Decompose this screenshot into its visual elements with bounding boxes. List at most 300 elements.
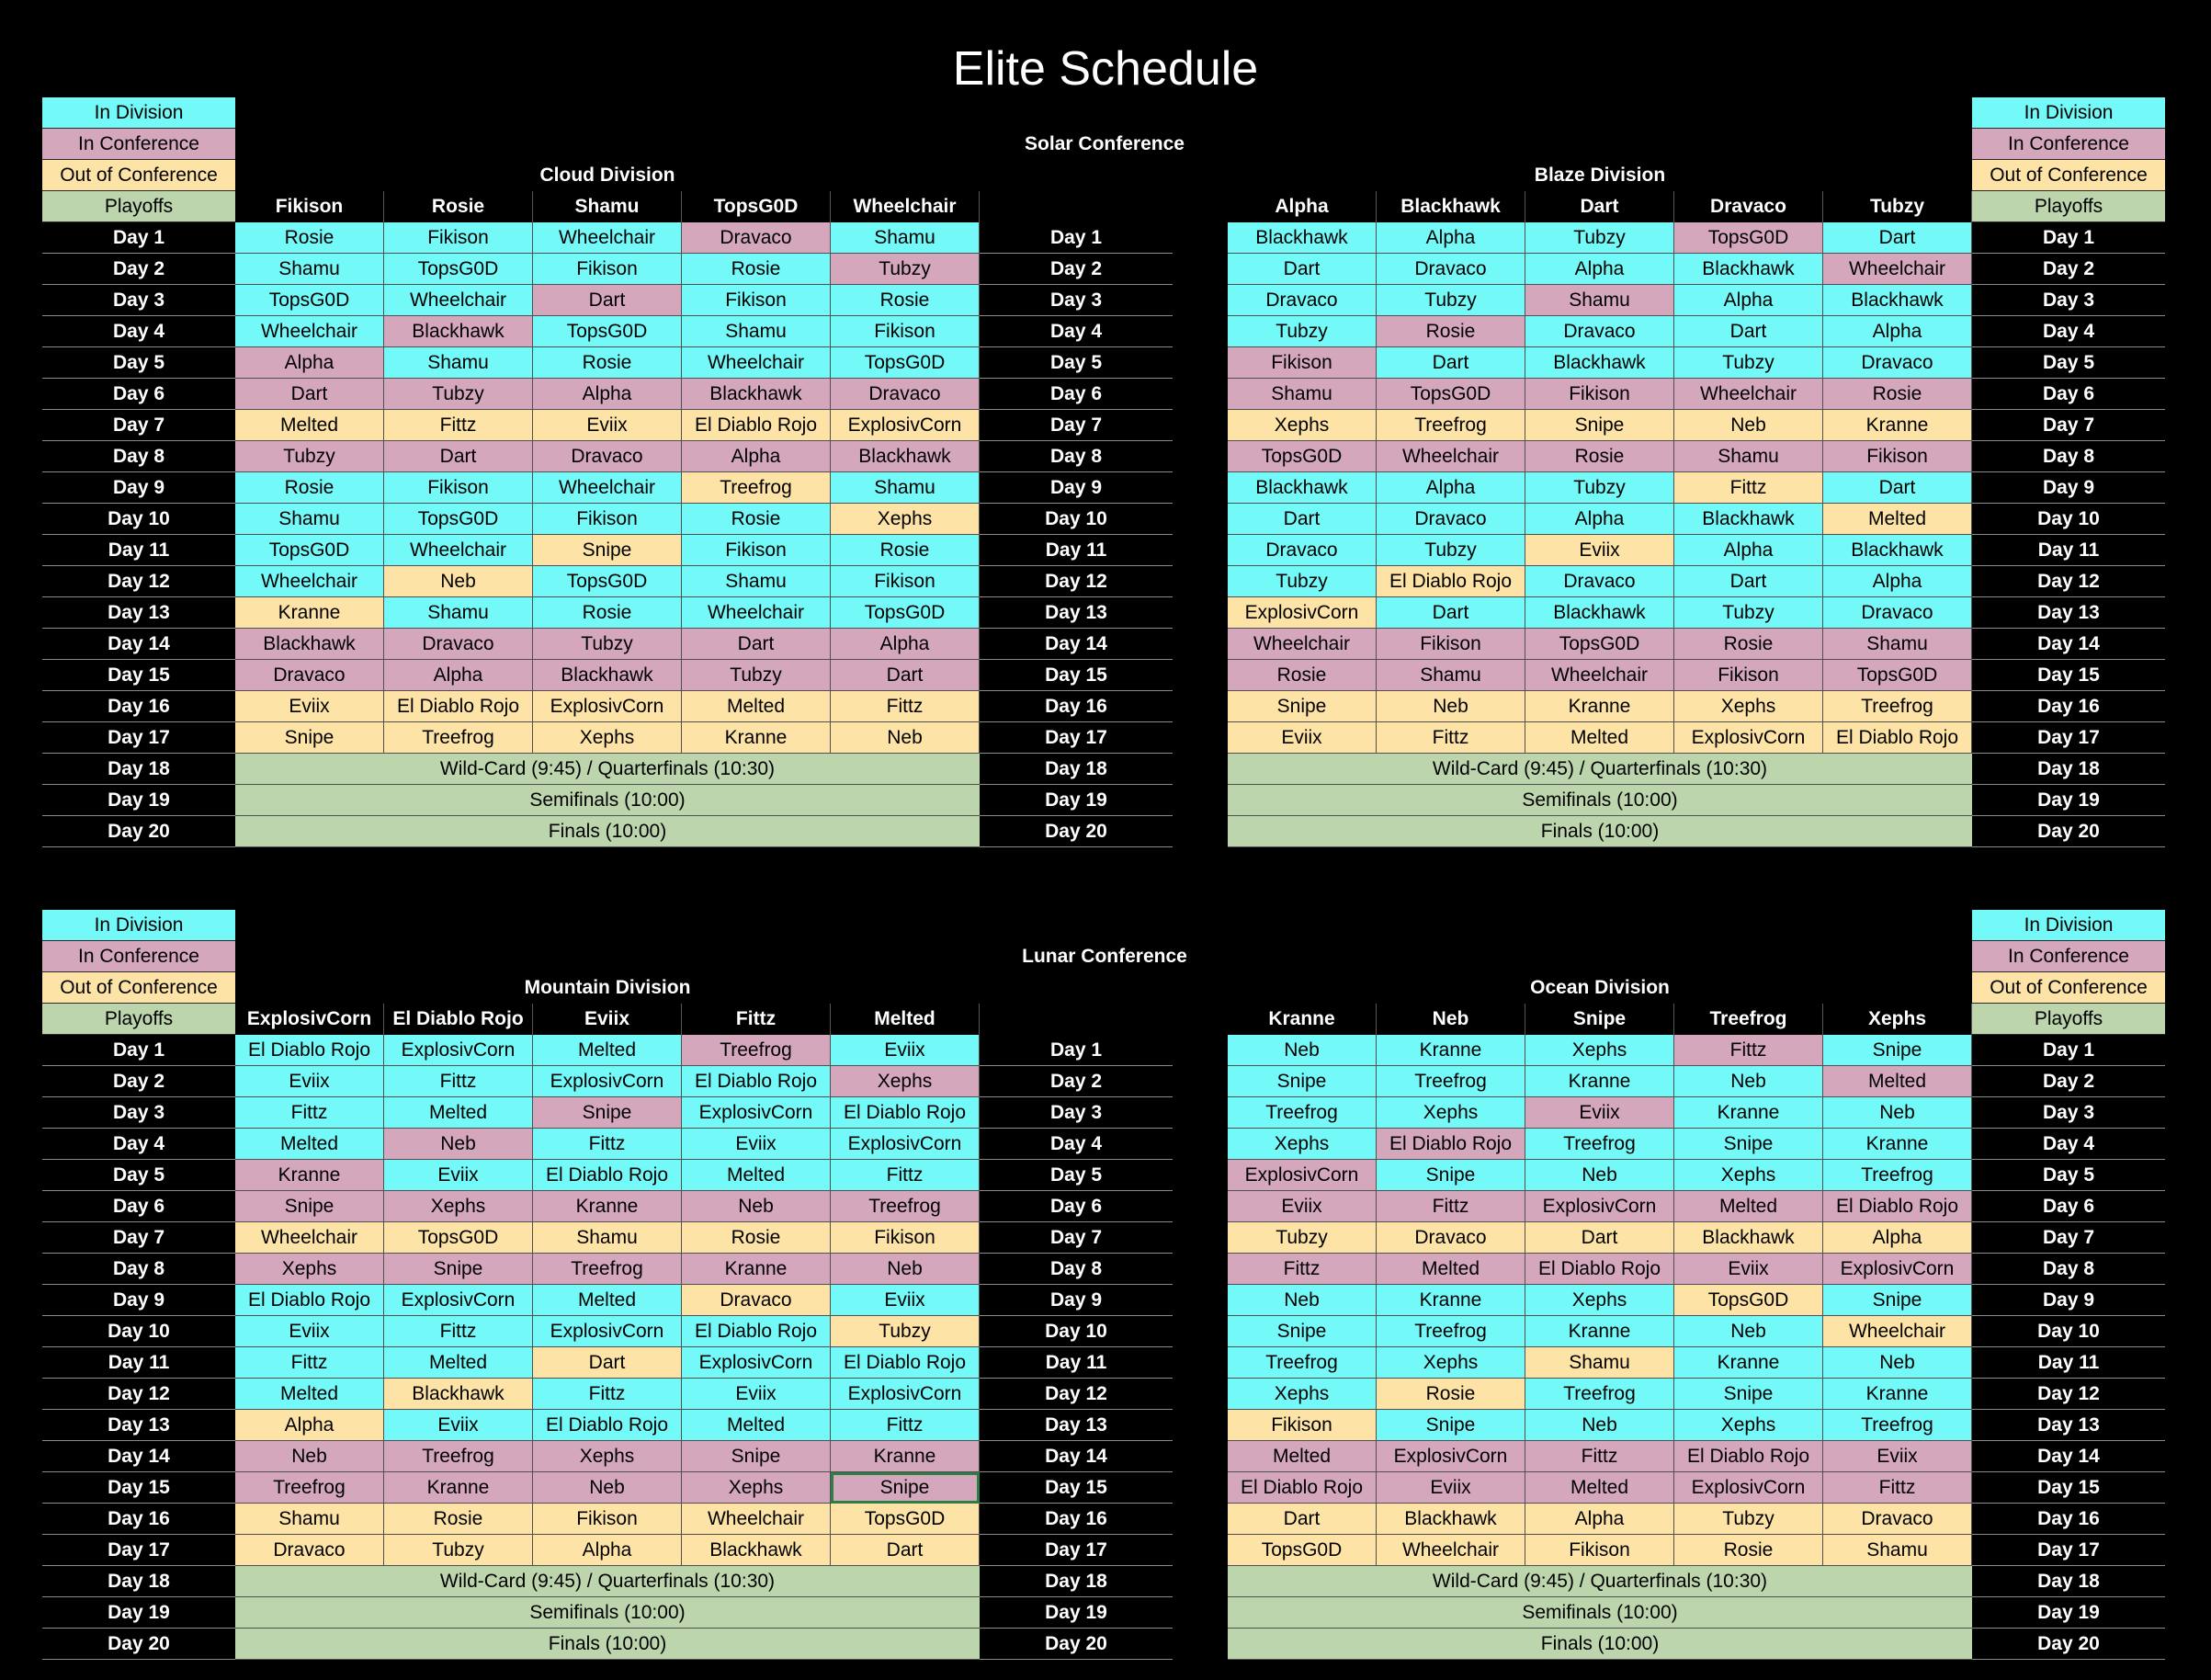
game-cell[interactable]: Treefrog (1377, 1066, 1525, 1097)
game-cell[interactable]: Fikison (831, 1222, 980, 1254)
game-cell[interactable]: ExplosivCorn (831, 410, 980, 441)
game-cell[interactable]: Neb (1674, 410, 1823, 441)
game-cell[interactable]: Kranne (1674, 1097, 1823, 1129)
game-cell[interactable]: Snipe (1823, 1285, 1972, 1316)
game-cell[interactable]: Tubzy (384, 379, 533, 410)
game-cell[interactable]: Kranne (1525, 691, 1674, 722)
game-cell[interactable]: Xephs (1674, 1410, 1823, 1441)
game-cell[interactable]: Treefrog (1823, 1160, 1972, 1191)
day-label[interactable]: Day 19 (42, 1597, 235, 1629)
game-cell[interactable]: Fittz (235, 1097, 384, 1129)
game-cell[interactable]: Eviix (1525, 535, 1674, 566)
game-cell[interactable]: Neb (1674, 1066, 1823, 1097)
game-cell[interactable]: Eviix (384, 1160, 533, 1191)
playoff-cell[interactable]: Semifinals (10:00) (235, 1597, 980, 1629)
game-cell[interactable]: TopsG0D (235, 535, 384, 566)
game-cell[interactable]: Wheelchair (682, 347, 831, 379)
game-cell[interactable]: Dravaco (533, 441, 682, 472)
game-cell[interactable]: Alpha (1674, 535, 1823, 566)
day-label[interactable]: Day 12 (42, 1379, 235, 1410)
game-cell[interactable]: Wheelchair (1674, 379, 1823, 410)
game-cell[interactable]: Treefrog (1228, 1347, 1377, 1379)
game-cell[interactable]: Dart (1228, 1504, 1377, 1535)
team-column-header[interactable]: Wheelchair (831, 191, 980, 222)
day-label[interactable]: Day 18 (980, 754, 1173, 785)
game-cell[interactable]: Wheelchair (235, 566, 384, 597)
day-label[interactable]: Day 6 (1972, 1191, 2165, 1222)
game-cell[interactable]: Eviix (682, 1129, 831, 1160)
game-cell[interactable]: El Diablo Rojo (682, 1066, 831, 1097)
game-cell[interactable]: Blackhawk (384, 316, 533, 347)
game-cell[interactable]: Shamu (1823, 1535, 1972, 1566)
game-cell[interactable]: Melted (384, 1347, 533, 1379)
game-cell[interactable]: Fittz (1377, 722, 1525, 754)
day-label[interactable]: Day 12 (980, 1379, 1173, 1410)
game-cell[interactable]: Shamu (1377, 660, 1525, 691)
game-cell[interactable]: Dart (1674, 316, 1823, 347)
game-cell[interactable]: Alpha (235, 1410, 384, 1441)
day-label[interactable]: Day 6 (980, 379, 1173, 410)
day-label[interactable]: Day 15 (980, 1472, 1173, 1504)
game-cell[interactable]: Dravaco (235, 1535, 384, 1566)
game-cell[interactable]: Rosie (1823, 379, 1972, 410)
game-cell[interactable]: Eviix (1525, 1097, 1674, 1129)
game-cell[interactable]: Blackhawk (1228, 472, 1377, 504)
day-label[interactable]: Day 19 (1972, 1597, 2165, 1629)
day-label[interactable]: Day 6 (42, 379, 235, 410)
game-cell[interactable]: Blackhawk (831, 441, 980, 472)
day-label[interactable]: Day 10 (980, 504, 1173, 535)
game-cell[interactable]: Kranne (1823, 410, 1972, 441)
game-cell[interactable]: Xephs (1674, 1160, 1823, 1191)
game-cell[interactable]: Fittz (1377, 1191, 1525, 1222)
game-cell[interactable]: TopsG0D (384, 504, 533, 535)
day-label[interactable]: Day 20 (980, 816, 1173, 847)
game-cell[interactable]: Neb (831, 1254, 980, 1285)
team-column-header[interactable]: El Diablo Rojo (384, 1004, 533, 1035)
day-label[interactable]: Day 14 (42, 629, 235, 660)
game-cell[interactable]: Fikison (1525, 379, 1674, 410)
game-cell[interactable]: Dravaco (1377, 1222, 1525, 1254)
game-cell[interactable]: Shamu (384, 347, 533, 379)
day-label[interactable]: Day 18 (1972, 1566, 2165, 1597)
game-cell[interactable]: Rosie (1377, 1379, 1525, 1410)
game-cell[interactable]: Wheelchair (384, 535, 533, 566)
game-cell[interactable]: Snipe (533, 1097, 682, 1129)
game-cell[interactable]: Shamu (831, 472, 980, 504)
legend-item-out-of-conference[interactable]: Out of Conference (42, 972, 235, 1004)
game-cell[interactable]: Tubzy (831, 1316, 980, 1347)
game-cell[interactable]: Dravaco (1377, 504, 1525, 535)
day-label[interactable]: Day 7 (1972, 410, 2165, 441)
day-label[interactable]: Day 3 (42, 285, 235, 316)
team-column-header[interactable]: Treefrog (1674, 1004, 1823, 1035)
day-label[interactable]: Day 6 (980, 1191, 1173, 1222)
day-label[interactable]: Day 2 (1972, 1066, 2165, 1097)
playoff-cell[interactable]: Finals (10:00) (235, 816, 980, 847)
day-label[interactable]: Day 9 (42, 1285, 235, 1316)
game-cell[interactable]: Dart (831, 1535, 980, 1566)
game-cell[interactable]: Xephs (682, 1472, 831, 1504)
day-label[interactable]: Day 15 (42, 660, 235, 691)
day-label[interactable]: Day 4 (42, 1129, 235, 1160)
day-label[interactable]: Day 5 (980, 347, 1173, 379)
game-cell[interactable]: Xephs (533, 1441, 682, 1472)
game-cell[interactable]: Melted (235, 410, 384, 441)
day-label[interactable]: Day 2 (42, 1066, 235, 1097)
game-cell[interactable]: Kranne (1377, 1035, 1525, 1066)
game-cell[interactable]: Kranne (384, 1472, 533, 1504)
game-cell[interactable]: Treefrog (682, 472, 831, 504)
game-cell[interactable]: Neb (1823, 1347, 1972, 1379)
game-cell[interactable]: ExplosivCorn (682, 1347, 831, 1379)
day-label[interactable]: Day 5 (42, 1160, 235, 1191)
game-cell[interactable]: Dravaco (1823, 597, 1972, 629)
day-label[interactable]: Day 3 (980, 1097, 1173, 1129)
day-label[interactable]: Day 17 (42, 1535, 235, 1566)
day-label[interactable]: Day 16 (1972, 691, 2165, 722)
game-cell[interactable]: Tubzy (1525, 472, 1674, 504)
game-cell[interactable]: Xephs (1228, 410, 1377, 441)
game-cell[interactable]: Fikison (1228, 1410, 1377, 1441)
game-cell[interactable]: Fikison (1228, 347, 1377, 379)
game-cell[interactable]: Kranne (1525, 1316, 1674, 1347)
day-label[interactable]: Day 12 (1972, 1379, 2165, 1410)
game-cell[interactable]: Rosie (831, 285, 980, 316)
team-column-header[interactable]: Kranne (1228, 1004, 1377, 1035)
day-label[interactable]: Day 11 (980, 1347, 1173, 1379)
game-cell[interactable]: Melted (1823, 504, 1972, 535)
day-label[interactable]: Day 3 (42, 1097, 235, 1129)
playoff-cell[interactable]: Wild-Card (9:45) / Quarterfinals (10:30) (1228, 754, 1972, 785)
game-cell[interactable]: Dravaco (235, 660, 384, 691)
game-cell[interactable]: TopsG0D (235, 285, 384, 316)
game-cell[interactable]: ExplosivCorn (831, 1129, 980, 1160)
game-cell[interactable]: Dravaco (1228, 535, 1377, 566)
day-label[interactable]: Day 8 (980, 1254, 1173, 1285)
team-column-header[interactable]: Rosie (384, 191, 533, 222)
game-cell[interactable]: Neb (1377, 691, 1525, 722)
game-cell[interactable]: Snipe (1228, 691, 1377, 722)
game-cell[interactable]: Fikison (1525, 1535, 1674, 1566)
legend-item-in-conference[interactable]: In Conference (1972, 941, 2165, 972)
day-label[interactable]: Day 20 (42, 816, 235, 847)
game-cell[interactable]: Eviix (235, 1316, 384, 1347)
game-cell[interactable]: Shamu (1525, 1347, 1674, 1379)
day-label[interactable]: Day 17 (1972, 1535, 2165, 1566)
day-label[interactable]: Day 14 (980, 1441, 1173, 1472)
game-cell[interactable]: Fittz (384, 1066, 533, 1097)
legend-item-in-division[interactable]: In Division (42, 97, 235, 129)
game-cell[interactable]: Treefrog (682, 1035, 831, 1066)
game-cell[interactable]: ExplosivCorn (1377, 1441, 1525, 1472)
game-cell[interactable]: TopsG0D (831, 347, 980, 379)
game-cell[interactable]: TopsG0D (1525, 629, 1674, 660)
game-cell[interactable]: Snipe (831, 1472, 980, 1504)
legend-item-playoffs[interactable]: Playoffs (42, 1004, 235, 1035)
game-cell[interactable]: Fittz (533, 1129, 682, 1160)
day-label[interactable]: Day 9 (42, 472, 235, 504)
game-cell[interactable]: TopsG0D (533, 566, 682, 597)
game-cell[interactable]: Rosie (1525, 441, 1674, 472)
day-label[interactable]: Day 2 (1972, 254, 2165, 285)
day-label[interactable]: Day 1 (42, 222, 235, 254)
game-cell[interactable]: Xephs (1228, 1379, 1377, 1410)
game-cell[interactable]: Melted (1674, 1191, 1823, 1222)
game-cell[interactable]: Treefrog (1823, 1410, 1972, 1441)
game-cell[interactable]: TopsG0D (1228, 1535, 1377, 1566)
day-label[interactable]: Day 9 (980, 472, 1173, 504)
game-cell[interactable]: ExplosivCorn (384, 1035, 533, 1066)
game-cell[interactable]: Alpha (1823, 316, 1972, 347)
day-label[interactable]: Day 4 (1972, 1129, 2165, 1160)
game-cell[interactable]: Fikison (533, 1504, 682, 1535)
game-cell[interactable]: Shamu (384, 597, 533, 629)
game-cell[interactable]: Wheelchair (1228, 629, 1377, 660)
game-cell[interactable]: Fikison (384, 222, 533, 254)
game-cell[interactable]: El Diablo Rojo (1228, 1472, 1377, 1504)
game-cell[interactable]: Rosie (1674, 629, 1823, 660)
day-label[interactable]: Day 14 (42, 1441, 235, 1472)
day-label[interactable]: Day 9 (1972, 1285, 2165, 1316)
game-cell[interactable]: Wheelchair (1823, 1316, 1972, 1347)
day-label[interactable]: Day 19 (980, 1597, 1173, 1629)
game-cell[interactable]: Dart (1228, 504, 1377, 535)
game-cell[interactable]: Kranne (235, 597, 384, 629)
game-cell[interactable]: Wheelchair (533, 472, 682, 504)
game-cell[interactable]: Tubzy (1674, 1504, 1823, 1535)
day-label[interactable]: Day 5 (980, 1160, 1173, 1191)
day-label[interactable]: Day 1 (1972, 222, 2165, 254)
game-cell[interactable]: Treefrog (235, 1472, 384, 1504)
game-cell[interactable]: Eviix (1228, 1191, 1377, 1222)
game-cell[interactable]: ExplosivCorn (1674, 722, 1823, 754)
game-cell[interactable]: Treefrog (533, 1254, 682, 1285)
game-cell[interactable]: Eviix (1228, 722, 1377, 754)
game-cell[interactable]: Blackhawk (235, 629, 384, 660)
game-cell[interactable]: Shamu (1674, 441, 1823, 472)
day-label[interactable]: Day 13 (980, 597, 1173, 629)
game-cell[interactable]: Melted (682, 691, 831, 722)
game-cell[interactable]: Treefrog (831, 1191, 980, 1222)
day-label[interactable]: Day 11 (42, 1347, 235, 1379)
game-cell[interactable]: Blackhawk (1228, 222, 1377, 254)
game-cell[interactable]: Kranne (1823, 1379, 1972, 1410)
game-cell[interactable]: Dravaco (831, 379, 980, 410)
game-cell[interactable]: Shamu (235, 504, 384, 535)
game-cell[interactable]: Fikison (682, 535, 831, 566)
game-cell[interactable]: Dart (1525, 1222, 1674, 1254)
game-cell[interactable]: Eviix (831, 1285, 980, 1316)
game-cell[interactable]: Snipe (235, 722, 384, 754)
conference-title[interactable]: Solar Conference (1025, 133, 1185, 154)
day-label[interactable]: Day 1 (980, 1035, 1173, 1066)
game-cell[interactable]: Wheelchair (1823, 254, 1972, 285)
day-label[interactable]: Day 5 (1972, 1160, 2165, 1191)
game-cell[interactable]: Tubzy (831, 254, 980, 285)
playoff-cell[interactable]: Semifinals (10:00) (1228, 1597, 1972, 1629)
game-cell[interactable]: Wheelchair (384, 285, 533, 316)
day-label[interactable]: Day 8 (1972, 1254, 2165, 1285)
game-cell[interactable]: Alpha (1377, 222, 1525, 254)
game-cell[interactable]: Neb (1525, 1160, 1674, 1191)
day-label[interactable]: Day 8 (1972, 441, 2165, 472)
game-cell[interactable]: Wheelchair (1377, 441, 1525, 472)
day-label[interactable]: Day 3 (980, 285, 1173, 316)
game-cell[interactable]: Dart (1823, 222, 1972, 254)
game-cell[interactable]: Dravaco (682, 222, 831, 254)
game-cell[interactable]: Alpha (1525, 504, 1674, 535)
legend-item-in-conference[interactable]: In Conference (42, 941, 235, 972)
game-cell[interactable]: Treefrog (384, 722, 533, 754)
legend-item-playoffs[interactable]: Playoffs (1972, 191, 2165, 222)
game-cell[interactable]: Xephs (831, 504, 980, 535)
game-cell[interactable]: Xephs (1525, 1035, 1674, 1066)
game-cell[interactable]: Rosie (533, 597, 682, 629)
game-cell[interactable]: Tubzy (1377, 535, 1525, 566)
game-cell[interactable]: Rosie (831, 535, 980, 566)
game-cell[interactable]: Treefrog (1228, 1097, 1377, 1129)
playoff-cell[interactable]: Wild-Card (9:45) / Quarterfinals (10:30) (235, 754, 980, 785)
day-label[interactable]: Day 9 (1972, 472, 2165, 504)
game-cell[interactable]: TopsG0D (1377, 379, 1525, 410)
team-column-header[interactable]: Fikison (235, 191, 384, 222)
game-cell[interactable]: Dravaco (384, 629, 533, 660)
game-cell[interactable]: Shamu (831, 222, 980, 254)
game-cell[interactable]: Xephs (1674, 691, 1823, 722)
game-cell[interactable]: Treefrog (1377, 1316, 1525, 1347)
playoff-cell[interactable]: Semifinals (10:00) (1228, 785, 1972, 816)
game-cell[interactable]: Neb (1525, 1410, 1674, 1441)
game-cell[interactable]: Shamu (682, 566, 831, 597)
game-cell[interactable]: Neb (831, 722, 980, 754)
team-column-header[interactable]: Neb (1377, 1004, 1525, 1035)
day-label[interactable]: Day 8 (980, 441, 1173, 472)
game-cell[interactable]: El Diablo Rojo (682, 1316, 831, 1347)
game-cell[interactable]: TopsG0D (1823, 660, 1972, 691)
game-cell[interactable]: Dart (533, 285, 682, 316)
game-cell[interactable]: Fikison (1377, 629, 1525, 660)
game-cell[interactable]: Shamu (1525, 285, 1674, 316)
day-label[interactable]: Day 5 (42, 347, 235, 379)
game-cell[interactable]: Alpha (384, 660, 533, 691)
game-cell[interactable]: TopsG0D (831, 597, 980, 629)
day-label[interactable]: Day 15 (42, 1472, 235, 1504)
game-cell[interactable]: ExplosivCorn (533, 1316, 682, 1347)
division-title[interactable]: Cloud Division (539, 165, 675, 186)
game-cell[interactable]: Dart (682, 629, 831, 660)
game-cell[interactable]: Fikison (1674, 660, 1823, 691)
day-label[interactable]: Day 7 (980, 1222, 1173, 1254)
game-cell[interactable]: ExplosivCorn (1228, 1160, 1377, 1191)
game-cell[interactable]: Treefrog (1377, 410, 1525, 441)
legend-item-out-of-conference[interactable]: Out of Conference (1972, 160, 2165, 191)
game-cell[interactable]: Fittz (1674, 1035, 1823, 1066)
game-cell[interactable]: Dravaco (1228, 285, 1377, 316)
day-label[interactable]: Day 15 (1972, 660, 2165, 691)
day-label[interactable]: Day 20 (980, 1629, 1173, 1660)
game-cell[interactable]: TopsG0D (831, 1504, 980, 1535)
game-cell[interactable]: Dart (384, 441, 533, 472)
game-cell[interactable]: Shamu (533, 1222, 682, 1254)
legend-item-playoffs[interactable]: Playoffs (1972, 1004, 2165, 1035)
game-cell[interactable]: TopsG0D (533, 316, 682, 347)
game-cell[interactable]: Dart (235, 379, 384, 410)
day-label[interactable]: Day 17 (980, 722, 1173, 754)
game-cell[interactable]: El Diablo Rojo (235, 1285, 384, 1316)
day-label[interactable]: Day 7 (42, 410, 235, 441)
day-label[interactable]: Day 11 (1972, 535, 2165, 566)
game-cell[interactable]: ExplosivCorn (384, 1285, 533, 1316)
game-cell[interactable]: Blackhawk (1823, 285, 1972, 316)
game-cell[interactable]: Rosie (1377, 316, 1525, 347)
game-cell[interactable]: Dart (1377, 597, 1525, 629)
game-cell[interactable]: TopsG0D (384, 1222, 533, 1254)
day-label[interactable]: Day 3 (1972, 285, 2165, 316)
game-cell[interactable]: Eviix (1377, 1472, 1525, 1504)
game-cell[interactable]: Blackhawk (682, 1535, 831, 1566)
game-cell[interactable]: El Diablo Rojo (533, 1410, 682, 1441)
day-label[interactable]: Day 4 (1972, 316, 2165, 347)
game-cell[interactable]: Eviix (235, 1066, 384, 1097)
game-cell[interactable]: Fikison (533, 504, 682, 535)
game-cell[interactable]: Melted (384, 1097, 533, 1129)
day-label[interactable]: Day 4 (980, 1129, 1173, 1160)
game-cell[interactable]: Eviix (384, 1410, 533, 1441)
game-cell[interactable]: Wheelchair (533, 222, 682, 254)
day-label[interactable]: Day 13 (42, 597, 235, 629)
game-cell[interactable]: Snipe (1228, 1066, 1377, 1097)
game-cell[interactable]: Eviix (682, 1379, 831, 1410)
game-cell[interactable]: Xephs (1525, 1285, 1674, 1316)
game-cell[interactable]: El Diablo Rojo (1377, 1129, 1525, 1160)
game-cell[interactable]: El Diablo Rojo (384, 691, 533, 722)
day-label[interactable]: Day 10 (42, 1316, 235, 1347)
game-cell[interactable]: Snipe (1525, 410, 1674, 441)
game-cell[interactable]: Fittz (384, 410, 533, 441)
game-cell[interactable]: Fikison (1823, 441, 1972, 472)
game-cell[interactable]: Melted (235, 1379, 384, 1410)
game-cell[interactable]: Rosie (682, 1222, 831, 1254)
game-cell[interactable]: El Diablo Rojo (235, 1035, 384, 1066)
game-cell[interactable]: Dravaco (1823, 347, 1972, 379)
game-cell[interactable]: Melted (1525, 722, 1674, 754)
day-label[interactable]: Day 2 (980, 254, 1173, 285)
team-column-header[interactable]: TopsG0D (682, 191, 831, 222)
game-cell[interactable]: Rosie (235, 222, 384, 254)
game-cell[interactable]: Neb (533, 1472, 682, 1504)
game-cell[interactable]: Tubzy (1228, 1222, 1377, 1254)
day-label[interactable]: Day 18 (42, 1566, 235, 1597)
game-cell[interactable]: Kranne (1674, 1347, 1823, 1379)
day-label[interactable]: Day 17 (980, 1535, 1173, 1566)
day-label[interactable]: Day 19 (980, 785, 1173, 816)
game-cell[interactable]: Fikison (533, 254, 682, 285)
game-cell[interactable]: Melted (682, 1160, 831, 1191)
game-cell[interactable]: Fikison (831, 316, 980, 347)
game-cell[interactable]: Fikison (384, 472, 533, 504)
game-cell[interactable]: Blackhawk (1823, 535, 1972, 566)
game-cell[interactable]: Snipe (682, 1441, 831, 1472)
game-cell[interactable]: El Diablo Rojo (831, 1347, 980, 1379)
game-cell[interactable]: Dravaco (1525, 316, 1674, 347)
legend-item-out-of-conference[interactable]: Out of Conference (1972, 972, 2165, 1004)
game-cell[interactable]: Fittz (831, 1410, 980, 1441)
game-cell[interactable]: Treefrog (1525, 1379, 1674, 1410)
game-cell[interactable]: Neb (682, 1191, 831, 1222)
game-cell[interactable]: El Diablo Rojo (533, 1160, 682, 1191)
game-cell[interactable]: Shamu (235, 254, 384, 285)
